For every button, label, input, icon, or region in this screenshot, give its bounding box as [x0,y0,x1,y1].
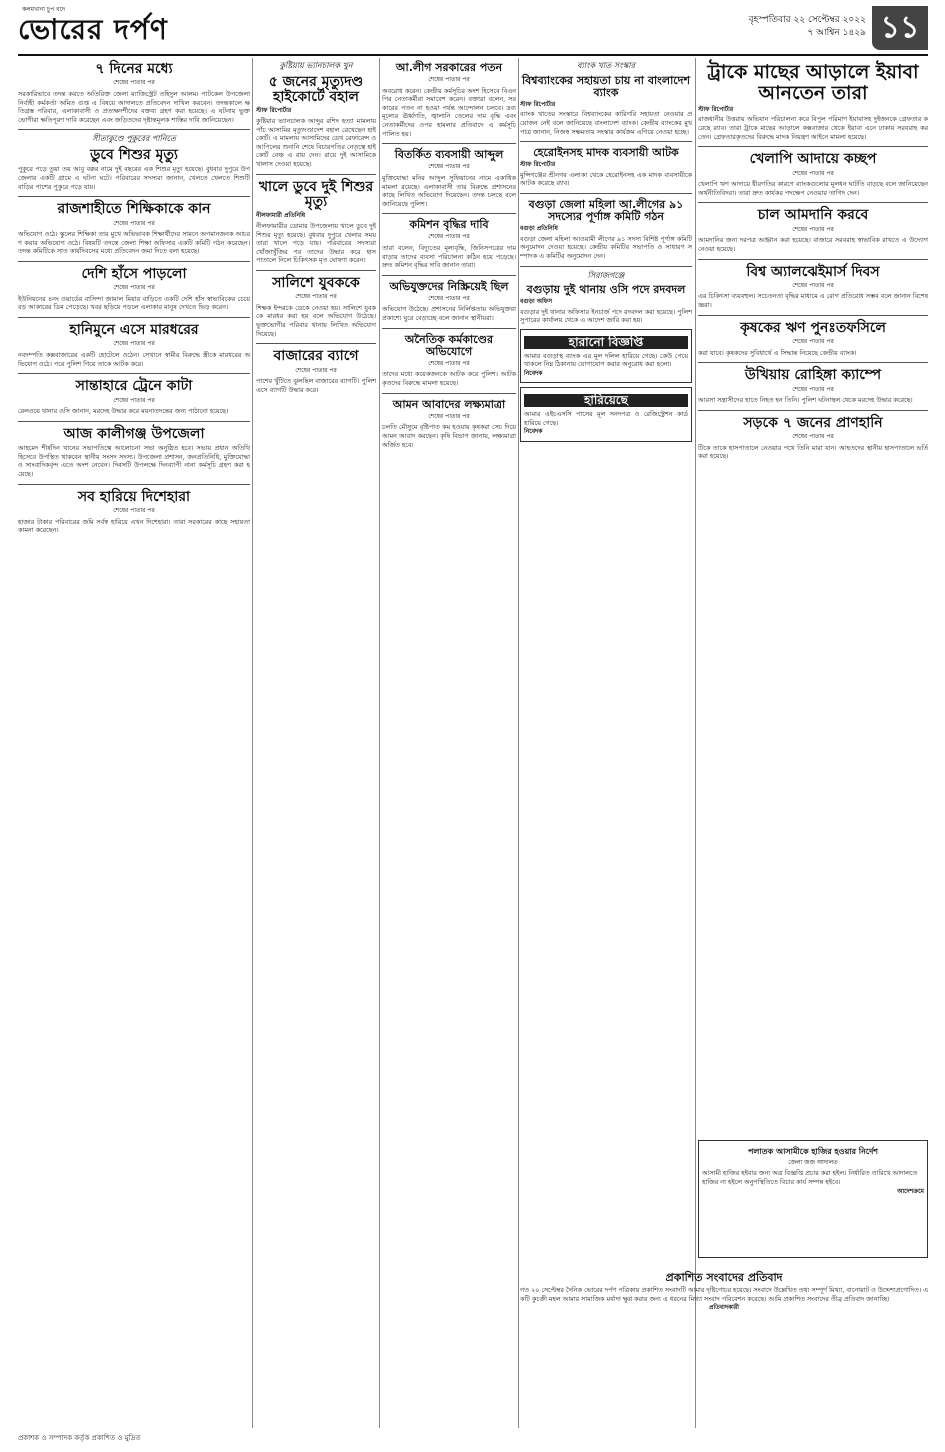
article-kicker: কুষ্টিয়ায় ভ্যানচালক খুন [279,61,353,70]
article-body: করা যাবে। কৃষকদের সুবিধার্থে এ সিদ্ধান্ত নিয়েছে কেন্দ্রীয় ব্যাংক। [698,348,857,357]
article-headline: উখিয়ায় রোহিঙ্গা ক্যাম্পে [744,367,882,384]
dateline [749,14,866,40]
divider [520,193,692,194]
divider [256,270,376,271]
article-body: পুকুরে পড়ে তুয়া তয় আবু বক্কর নামে দুই বছরের এক শিশুর মৃত্যু হয়েছে। বুধবার দুপুরে উপজেলার একটি গ্রামে এ ঘটনা ঘটে। পরিবারের সদস্যরা জানান, খেলতে খেলতে শিশুটি বাড়ির পাশের পুকুরে পড়ে যায়। [18,165,250,191]
article-headline: কমিশন বৃদ্ধির দাবি [409,218,489,232]
column-divider [518,58,519,1428]
column-5 [698,58,928,1138]
article-body: এর চিকিৎসা ব্যয়বহুল। সচেতনতা বৃদ্ধির মাধ্যমে এ রোগ প্রতিরোধ সম্ভব বলে জানান বিশেষজ্ঞরা। [698,292,928,310]
continuation-note: শেষের পাতার পর [792,385,834,393]
article-headline: সান্তাহারে ট্রেনে কাটা [75,378,193,395]
article-byline: বগুড়া প্রতিনিধি [520,225,558,233]
article-kicker: সিরাজগঞ্জে [587,270,625,280]
divider [382,275,516,276]
article-headline: আজ কালীগঞ্জ উপজেলা [63,425,205,442]
article-body: আহমেদ শীর্ষদিন খানের সভাপতিত্বে আলোচনা সভা অনুষ্ঠিত হবে। সভায় প্রধান অতিথি হিসেবে উপস্থিত থাকবেন স্থানীয় সংসদ সদস্য। উপজেলা প্রশাসন, জনপ্রতিনিধি, মুক্তিযোদ্ধা ও সাংবাদিকবৃন্দ এতে অংশ নেবেন। দিবসটি উপলক্ষে দিনব্যাপী নানা কর্মসূচি গ্রহণ করা হয়েছে। [18,444,250,478]
article-headline: ৭ দিনের মধ্যে [95,61,173,77]
article-headline: দেশি হাঁসে পাড়লো [81,265,187,282]
masthead-tagline: কলমখানা চুপ বদে [22,6,66,13]
article-body: খেলাপি ঋণ আদায়ে ধীরগতির কারণে ব্যাংকগুলোর মূলধন ঘাটতি বাড়ছে বলে জানিয়েছেন অর্থনীতিবিদরা। তারা দ্রুত কার্যকর পদক্ষেপ নেওয়ার তাগিদ দেন। [698,180,928,197]
continuation-note: শেষের পাতার পর [295,293,337,301]
continuation-note: শেষের পাতার পর [428,294,470,302]
article-body: অভিযোগ উঠেছে। প্রশাসনের নির্লিপ্ততায় অভিযুক্তরা প্রকাশ্যে ঘুরে বেড়াচ্ছে বলে জানান স্থানীয়রা। [382,305,516,323]
article-body: অবরোধ করেন। কেন্দ্রীয় কর্মসূচির অংশ হিসেবে বিএনপির নেতাকর্মীরা সমাবেশ করেন। বক্তারা বলেন, সরকারের পতন না হওয়া পর্যন্ত আন্দোলন চলবে। দ্রব্যমূল্যের ঊর্ধ্বগতি, জ্বালানি তেলের দাম বৃদ্ধি এবং নেতাকর্মীদের ওপর হামলার প্রতিবাদে এ কর্মসূচি পালিত হয়। [382,86,516,138]
article-body: পাশের খুঁটিতে ঝুলছিল বাজারের ব্যাগটি। পুলিশ এসে ব্যাগটি উদ্ধার করে। [256,377,376,394]
article-headline: বগুড়া জেলা মহিলা আ.লীগের ৯১ সদস্যের পূর্ণাঙ্গ কমিটি গঠন [528,198,684,224]
article-headline: কৃষকের ঋণ পুনঃতফসিলে [740,319,886,336]
imprint-line: প্রকাশক ও সম্পাদক কর্তৃক প্রকাশিত ও মুদ্রিত [18,1434,141,1442]
article-kicker: সীতাকুণ্ডে পুকুরের পানিতে [92,134,176,144]
continuation-note: শেষের পাতার পর [428,233,470,241]
column-divider [252,58,253,1428]
divider [18,261,250,262]
divider [18,317,250,318]
divider [18,373,250,374]
divider [18,484,250,485]
article-body: টিকে তাকে হাসপাতালে নেওয়ার পথে তিনি মারা যান। আহতদের স্থানীয় হাসপাতালে ভর্তি করা হয়েছে। [698,443,928,461]
rejoinder-body: গত ২০ সেপ্টেম্বর দৈনিক ভোরের দর্পণ পত্রিকায় প্রকাশিত সংবাদটি আমার দৃষ্টিগোচর হয়েছে। সংবাদে উল্লেখিত তথ্য সম্পূর্ণ মিথ্যা, বানোয়াট ও উদ্দেশ্যপ্রণোদিত। একটি কুচক্রী মহল আমার সামাজিক মর্যাদা ক্ষুণ্ণ করার জন্য এ ধরনের মিথ্যা সংবাদ পরিবেশন করেছে। আমি প্রকাশিত সংবাদের তীব্র প্রতিবাদ জানাচ্ছি। [520,1286,928,1303]
article-headline: বিশ্বব্যাংকের সহায়তা চায় না বাংলাদেশ ব্যাংক [522,73,690,99]
divider [698,259,928,260]
article-body: নবদম্পতি কক্সবাজারের একটি হোটেলে ওঠেন। সেখানে স্বামীর বিরুদ্ধে স্ত্রীকে মারধরের অভিযোগ ওঠে। পরে পুলিশ গিয়ে তাকে আটক করে। [18,351,250,368]
article-body: রেলওয়ে থানার ওসি জানান, মরদেহ উদ্ধার করে ময়নাতদন্তের জন্য পাঠানো হয়েছে। [18,407,229,416]
continuation-note: শেষের পাতার পর [428,412,470,420]
article-body: আমদানির জন্য দরপত্র আহ্বান করা হয়েছে। বাজারে সরবরাহ স্বাভাবিক রাখতে এ উদ্যোগ নেওয়া হয়েছে। [698,236,928,253]
column-2 [256,58,376,1418]
lost-notice-sign: নিবেদক [524,369,543,377]
divider [698,410,928,411]
article-headline: সব হারিয়ে দিশেহারা [77,488,191,505]
article-headline: হানিমুনে এসে মারধরের [69,322,199,339]
continuation-note: শেষের পাতার পর [428,163,470,171]
lead-headline: ট্রাকে মাছের আড়ালে ইয়াবা আনতেন তারা [707,61,919,104]
date-bengali: ৭ আশ্বিন ১৪২৯ [807,28,866,38]
legal-notice-title: পলাতক আসামীকে হাজির হওয়ার নির্দেশ [747,1147,879,1156]
divider [18,196,250,197]
legal-notice [698,1140,928,1258]
lost-notice-sign: নিবেদক [524,428,543,436]
lost-notice-title: হারানো বিজ্ঞপ্তি [524,336,688,349]
article-headline: আ.লীগ সরকারের পতন [395,61,503,74]
article-headline: অভিযুক্তদের নিস্ক্রিয়েই ছিল [389,279,509,293]
article-body: হাজার টাকার পরিবারের জমি সর্বস্ব হারিয়ে এখন দিশেহারা। তারা সরকারের কাছে সহায়তা কামনা করেছেন। [18,517,250,535]
article-headline: সড়কে ৭ জনের প্রাণহানি [743,414,883,431]
article-body: বগুড়ার দুই থানার অফিসার ইনচার্জ পদে রদবদল করা হয়েছে। পুলিশ সুপারের কার্যালয় থেকে এ আদেশ জারি করা হয়। [520,307,692,325]
legal-notice-sign: আদেশক্রমে [897,1187,924,1195]
article-body: কুষ্টিয়ার ভ্যানচালক আব্দুর রশিদ হত্যা মামলায় পাঁচ আসামির মৃত্যুদণ্ডাদেশ বহাল রেখেছেন হাইকোর্ট। এ মামলায় আসামিদের ডেথ রেফারেন্স ও আপিলের শুনানি শেষে বিচারপতির নেতৃত্বে হাইকোর্ট বেঞ্চ এ রায় দেন। রায়ে দুই আসামিকে খালাস দেওয়া হয়েছে। [256,116,376,168]
article-headline: বগুড়ায় দুই থানায় ওসি পদে রদবদল [526,283,686,297]
article-body: সরকারিভাবে তদন্ত করতে অতিরিক্ত জেলা ম্যাজিস্ট্রেট তহিদুল আলম। পাটকেল উপজেলা নির্বাহী কর্মকর্তা অমিত গুপ্ত এ বিষয়ে আদালতে প্রতিবেদন দাখিল করবেন। তদন্তকালে ক্ষতিগ্রস্ত পরিবার, এলাকাবাসী ও প্রত্যক্ষদর্শীদের বক্তব্য গ্রহণ করা হয়েছে। এ ঘটনায় ভুক্তভোগীরা ক্ষতিপূরণ দাবি করেছেন এবং জড়িতদের দৃষ্টান্তমূলক শাস্তির দাবি জানিয়েছেন। [18,89,250,124]
article-byline: বগুড়া অফিস [520,298,553,306]
column-divider [695,58,696,1428]
column-1 [18,58,250,1418]
continuation-note: শেষের পাতার পর [428,76,470,84]
article-body: চলতি মৌসুমে বৃষ্টিপাত কম হওয়ায় কৃষকরা সেচ দিয়ে আমন আবাদ করছেন। কৃষি বিভাগ জানায়, লক্ষ্যমাত্রা অর্জিত হবে। [382,423,516,449]
article-byline: স্টাফ রিপোর্টার [256,107,292,115]
article-body: তাদের মধ্যে কয়েকজনকে আটক করে পুলিশ। আটককৃতদের বিরুদ্ধে মামলা হয়েছে। [382,370,516,388]
continuation-note: শেষের পাতার পর [113,284,155,292]
divider [698,202,928,203]
article-body: ব্যাংক খাতের সংস্কারে বিশ্বব্যাংকের কারিগরি সহায়তা নেওয়ার প্রয়োজন নেই বলে জানিয়েছে বাংলাদেশ ব্যাংক। কেন্দ্রীয় ব্যাংকের মুখপাত্র জানান, নিজস্ব সক্ষমতায় সংস্কার কার্যক্রম এগিয়ে নেওয়া হচ্ছে। [520,110,692,136]
article-headline: খালে ডুবে দুই শিশুর মৃত্যু [258,178,374,210]
article-headline: রাজশাহীতে শিক্ষিকাকে কান [57,201,211,218]
continuation-note: শেষের পাতার পর [113,79,155,87]
divider [382,328,516,329]
divider [382,213,516,214]
continuation-note: শেষের পাতার পর [428,359,470,367]
article-body: শিক্ষক ইন্দরকে ডেকে নেওয়া হয়। সালিশে যুবককে মারধর করা হয় বলে অভিযোগ উঠেছে। ভুক্তভোগীর পরিবার থানায় লিখিত অভিযোগ দিয়েছে। [256,303,376,338]
date-english: বৃহস্পতিবার ২২ সেপ্টেম্বর ২০২২ [748,15,866,25]
continuation-note: শেষের পাতার পর [113,506,155,514]
article-byline: স্টাফ রিপোর্টার [520,161,556,169]
continuation-note: শেষের পাতার পর [792,169,834,177]
divider [18,129,250,130]
continuation-note: শেষের পাতার পর [792,338,834,346]
column-divider [379,58,380,1428]
article-headline: সালিশে যুবককে [272,274,360,291]
article-headline: ডুবে শিশুর মৃত্যু [90,146,178,163]
article-body: রাজধানীর উত্তরায় অভিযান পরিচালনা করে বিপুল পরিমাণ ইয়াবাসহ দুইজনকে গ্রেফতার করেছে র‍্যাব। তারা ট্রাকে মাছের আড়ালে কক্সবাজার থেকে ইয়াবা এনে ঢাকায় সরবরাহ করতেন। গ্রেফতারকৃতদের বিরুদ্ধে মাদক নিয়ন্ত্রণ আইনে মামলা হয়েছে। [698,115,928,141]
column-3 [382,58,516,1418]
lost-notice-body: আমার বগুড়াস্থ ব্যাংক এর মূল দলিল হারিয়ে গেছে। কেউ পেয়ে থাকলে নিম্ন ঠিকানায় যোগাযোগ করার অনুরোধ করা হলো। [524,351,688,369]
continuation-note: শেষের পাতার পর [113,219,155,227]
article-body: আরসা সন্ত্রাসীদের হাতে নিহত হন তিনি। পুলিশ ঘটনাস্থল থেকে মরদেহ উদ্ধার করেছে। [698,396,913,405]
article-headline: বাজারের ব্যাগে [273,348,359,365]
lost-notice-body: আমার এইচএসসি পাসের মূল সনদপত্র ও রেজিস্ট্রেশন কার্ড হারিয়ে গেছে। [524,410,688,427]
article-body: তারা বলেন, বিদ্যুতের মূল্যবৃদ্ধি, জিনিসপত্রের দাম বাড়ায় তাদের ব্যবসা পরিচালনা কঠিন হয়ে পড়েছে। দ্রুত কমিশন বৃদ্ধির দাবি জানান তারা। [382,244,516,270]
continuation-note: শেষের পাতার পর [295,366,337,374]
article-headline: অনৈতিক কর্মকাণ্ডের অভিযোগে [404,332,494,358]
divider [698,315,928,316]
article-body: ইউনিয়নের ৪নং ওয়ার্ডের বাসিন্দা জামাল মিয়ার বাড়িতে একটি দেশি হাঁস স্বাভাবিকের চেয়ে বড় আকারের ডিম পেড়েছে। খবর ছড়িয়ে পড়লে এলাকার মানুষ দেখতে ভিড় করেন। [18,294,250,312]
article-headline: আমন আবাদের লক্ষ্যমাত্রা [392,397,506,411]
article-body: নীলফামারীর ডোমার উপজেলায় খালে ডুবে দুই শিশুর মৃত্যু হয়েছে। বুধবার দুপুরে খেলার সময় তারা খালে পড়ে যায়। পরিবারের সদস্যরা খোঁজাখুঁজির পর তাদের উদ্ধার করে হাসপাতালে নিলে চিকিৎসক মৃত ঘোষণা করেন। [256,221,376,265]
rejoinder-title: প্রকাশিত সংবাদের প্রতিবাদ [665,1271,783,1284]
lost-notice-ad [520,329,692,383]
rejoinder-box [520,1268,928,1428]
masthead [18,6,928,56]
page-number: ১১ [872,6,928,50]
divider [520,141,692,142]
divider [382,393,516,394]
continuation-note: শেষের পাতার পর [113,396,155,404]
article-body: মুক্তিযোদ্ধা মনির আব্দুল সুফিয়ানের নামে একাধিক মামলা রয়েছে। এলাকাবাসী তার বিরুদ্ধে প্রশাসনের কাছে লিখিত অভিযোগ দিয়েছেন। তদন্ত চলছে বলে জানিয়েছে পুলিশ। [382,173,516,208]
article-headline: ৫ জনের মৃত্যুদণ্ড হাইকোর্টে বহাল [268,73,364,105]
article-byline: নীলফামারী প্রতিনিধি [256,212,306,220]
column-4 [520,58,692,1418]
divider [520,266,692,267]
lost-notice-title: হারিয়েছে [524,394,688,407]
article-headline: হেরোইনসহ মাদক ব্যবসায়ী আটক [533,146,679,160]
continuation-note: শেষের পাতার পর [792,225,834,233]
legal-notice-subtitle: জেলা জজ আদালত [788,1158,838,1166]
rejoinder-sign: প্রতিবাদকারী [709,1304,739,1312]
article-headline: খেলাপি আদায়ে কচ্ছপ [749,151,877,168]
divider [18,421,250,422]
article-headline: বিশ্ব অ্যালঝেইমার্স দিবস [746,263,880,280]
article-body: মুন্সিগঞ্জের শ্রীনগর এলাকা থেকে হেরোইনসহ এক মাদক ব্যবসায়ীকে আটক করেছে র‍্যাব। [520,170,692,188]
article-body: বগুড়া জেলা মহিলা আওয়ামী লীগের ৯১ সদস্য বিশিষ্ট পূর্ণাঙ্গ কমিটি অনুমোদন দেওয়া হয়েছে। কেন্দ্রীয় কমিটির সভাপতি ও সাধারণ সম্পাদক এ কমিটির অনুমোদন দেন। [520,234,692,260]
divider [382,143,516,144]
article-byline: স্টাফ রিপোর্টার [698,105,734,113]
newspaper-logo: ভোরের দর্পণ [18,13,168,46]
continuation-note: শেষের পাতার পর [792,281,834,289]
continuation-note: শেষের পাতার পর [113,340,155,348]
article-kicker: ব্যাংক খাত সংস্কার [576,61,635,70]
article-headline: বিতর্কিত ব্যবসায়ী আব্দুল [394,148,504,162]
divider [256,174,376,175]
divider [698,362,928,363]
divider [698,146,928,147]
legal-notice-body: আসামী হাজির হইবার জন্য অত্র বিজ্ঞপ্তি প্রচার করা হইল। নির্ধারিত তারিখে আদালতে হাজির না হইলে অনুপস্থিতিতে বিচার কার্য সম্পন্ন হইবে। [702,1169,918,1186]
lost-notice-ad-2 [520,387,692,441]
continuation-note: শেষের পাতার পর [792,433,834,441]
article-headline: চাল আমদানি করবে [757,207,869,224]
article-body: অভিযোগ ওঠে। স্কুলের শিক্ষিকা তার মুখে অভিভাবক শিক্ষার্থীদের সামনে অপমানজনক আচরণ করার অভিযোগ ওঠে। বিষয়টি তদন্তে জেলা শিক্ষা অফিসার একটি কমিটি গঠন করেছেন। তদন্ত কমিটিকে সাত কার্যদিবসের মধ্যে প্রতিবেদন জমা দিতে বলা হয়েছে। [18,230,250,256]
article-byline: স্টাফ রিপোর্টার [520,100,556,108]
divider [256,343,376,344]
